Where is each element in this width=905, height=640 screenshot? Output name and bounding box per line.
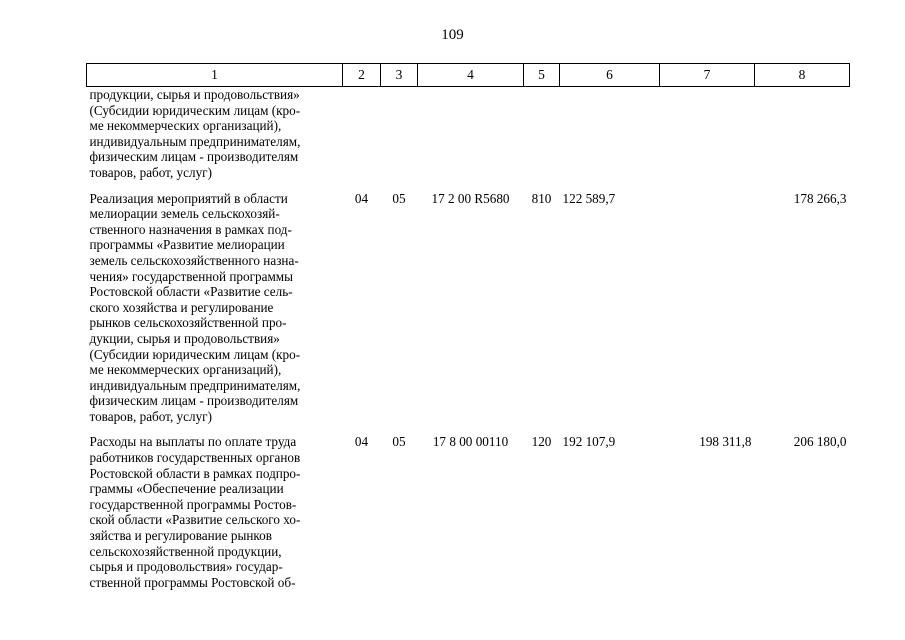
column-header: 8	[755, 64, 850, 87]
description-line: Ростовской области «Развитие сель-	[89, 284, 293, 300]
description-line: Расходы на выплаты по оплате труда	[89, 434, 297, 450]
description-line: рынков сельскохозяйственной про-	[89, 315, 287, 331]
description-line: товаров, работ, услуг)	[89, 408, 212, 424]
table-row	[87, 191, 850, 425]
cell-amount-1: 122 589,7	[562, 190, 616, 206]
cell-amount-1: 192 107,9	[562, 434, 616, 450]
cell-subsection: 05	[392, 190, 406, 206]
description-line: программы «Развитие мелиорации	[89, 237, 285, 253]
description-line: товаров, работ, услуг)	[89, 164, 212, 180]
description-line: ской области «Развитие сельского хо-	[89, 512, 301, 528]
description-line: граммы «Обеспечение реализации	[89, 481, 284, 497]
description-line: ского хозяйства и регулирование	[89, 299, 274, 315]
description-line: (Субсидии юридическим лицам (кро-	[89, 102, 301, 118]
column-header: 5	[524, 64, 560, 87]
description-line: чения» государственной программы	[89, 268, 293, 284]
cell-target-article: 17 8 00 00110	[432, 434, 509, 450]
column-header: 3	[381, 64, 418, 87]
description-line: продукции, сырья и продовольствия»	[89, 87, 300, 102]
budget-table	[86, 63, 850, 590]
description-line: (Субсидии юридическим лицам (кро-	[89, 346, 301, 362]
description-line: индивидуальным предпринимателям,	[89, 133, 301, 149]
header-row	[87, 64, 850, 87]
column-header: 4	[418, 64, 524, 87]
cell-expense-type: 120	[531, 434, 552, 450]
column-header: 6	[560, 64, 660, 87]
row-description	[87, 87, 343, 181]
cell-amount-2	[660, 87, 755, 181]
cell-amount-3: 178 266,3	[793, 190, 847, 206]
cell-expense-type: 810	[531, 190, 552, 206]
description-line: ственного назначения в рамках под-	[89, 221, 292, 237]
description-line: ме некоммерческих организаций),	[89, 118, 282, 134]
description-line: Реализация мероприятий в области	[89, 190, 288, 206]
description-line: физическим лицам - производителям	[89, 393, 299, 409]
description-line: зяйства и регулирование рынков	[89, 528, 272, 544]
description-line: сельскохозяйственной продукции,	[89, 543, 282, 559]
cell-target-article	[418, 87, 524, 181]
cell-expense-type	[524, 87, 560, 181]
description-line: работников государственных органов	[89, 450, 301, 466]
column-header: 7	[660, 64, 755, 87]
row-description	[87, 434, 343, 590]
description-line: сырья и продовольствия» государ-	[89, 559, 283, 575]
description-line: дукции, сырья и продовольствия»	[89, 330, 280, 346]
cell-amount-2: 198 311,8	[699, 434, 752, 450]
table-row	[87, 87, 850, 181]
cell-section: 04	[354, 434, 369, 450]
description-line: физическим лицам - производителям	[89, 149, 299, 165]
description-line: индивидуальным предпринимателям,	[89, 377, 301, 393]
cell-subsection: 05	[392, 434, 406, 450]
page-number: 109	[441, 27, 464, 43]
cell-target-article: 17 2 00 R5680	[431, 190, 510, 206]
cell-section	[343, 87, 381, 181]
description-line: государственной программы Ростов-	[89, 496, 297, 512]
cell-amount-2	[660, 191, 755, 425]
row-description	[87, 191, 343, 425]
description-line: земель сельскохозяйственного назна-	[89, 252, 299, 268]
column-header: 1	[87, 64, 343, 87]
description-line: мелиорации земель сельскохозяй-	[89, 206, 280, 222]
column-header: 2	[343, 64, 381, 87]
description-line: Ростовской области в рамках подпро-	[89, 465, 301, 481]
table-row	[87, 434, 850, 590]
description-line: ственной программы Ростовской об-	[89, 574, 296, 590]
cell-subsection	[381, 87, 418, 181]
cell-section: 04	[354, 190, 369, 206]
cell-amount-3: 206 180,0	[793, 434, 847, 450]
cell-amount-3	[755, 87, 850, 181]
cell-amount-1	[560, 87, 660, 181]
description-line: ме некоммерческих организаций),	[89, 362, 282, 378]
